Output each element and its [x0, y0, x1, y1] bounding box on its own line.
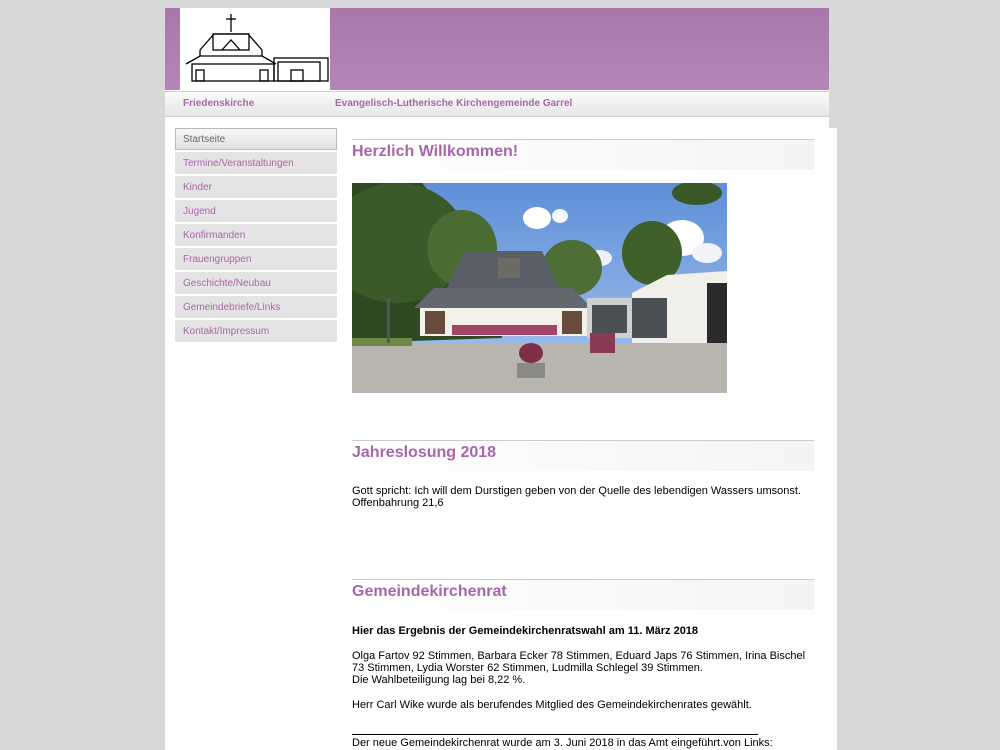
election-votes-line-2: 73 Stimmen, Lydia Worster 62 Stimmen, Ludmilla Schlegel 39 Stimmen. [352, 662, 703, 674]
inauguration-text: Der neue Gemeindekirchenrat wurde am 3. Juni 2018 in das Amt eingeführt.von Links: [352, 737, 773, 749]
nav-item-geschichte[interactable]: Geschichte/Neubau [175, 272, 337, 294]
content-divider [352, 734, 758, 735]
congregation-name: Evangelisch-Lutherische Kirchengemeinde Garrel [335, 98, 573, 109]
title-bar [165, 91, 829, 117]
header-banner [165, 8, 829, 90]
site-name[interactable]: Friedenskirche [183, 98, 255, 109]
nav-item-kinder[interactable]: Kinder [175, 176, 337, 198]
page [165, 8, 829, 750]
church-logo[interactable] [180, 8, 330, 90]
nav-item-jugend[interactable]: Jugend [175, 200, 337, 222]
church-photo [352, 183, 727, 393]
election-result-title: Hier das Ergebnis der Gemeindekirchenratswahl am 11. März 2018 [352, 625, 699, 637]
jahreslosung-text: Gott spricht: Ich will dem Durstigen geben von der Quelle des lebendigen Wassers umsonst. [352, 485, 801, 497]
church-logo-icon [180, 8, 330, 90]
nav-item-konfirmanden[interactable]: Konfirmanden [175, 224, 337, 246]
nav-item-kontakt[interactable]: Kontakt/Impressum [175, 320, 337, 342]
election-turnout: Die Wahlbeteiligung lag bei 8,22 %. [352, 674, 526, 686]
jahreslosung-reference: Offenbahrung 21,6 [352, 497, 444, 509]
appointed-member: Herr Carl Wike wurde als berufendes Mitglied des Gemeindekirchenrates gewählt. [352, 699, 752, 711]
page-edge [829, 128, 837, 750]
jahreslosung-heading: Jahreslosung 2018 [352, 441, 814, 471]
nav-item-termine[interactable]: Termine/Veranstaltungen [175, 152, 337, 174]
election-votes-line-1: Olga Fartov 92 Stimmen, Barbara Ecker 78 Stimmen, Eduard Japs 76 Stimmen, Irina Bischel [352, 650, 806, 662]
nav-item-startseite[interactable]: Startseite [175, 128, 337, 150]
nav-item-gemeindebriefe[interactable]: Gemeindebriefe/Links [175, 296, 337, 318]
welcome-heading: Herzlich Willkommen! [352, 140, 814, 170]
nav-item-frauengruppen[interactable]: Frauengruppen [175, 248, 337, 270]
gemeindekirchenrat-heading: Gemeindekirchenrat [352, 580, 814, 610]
sidebar-nav [175, 128, 337, 344]
